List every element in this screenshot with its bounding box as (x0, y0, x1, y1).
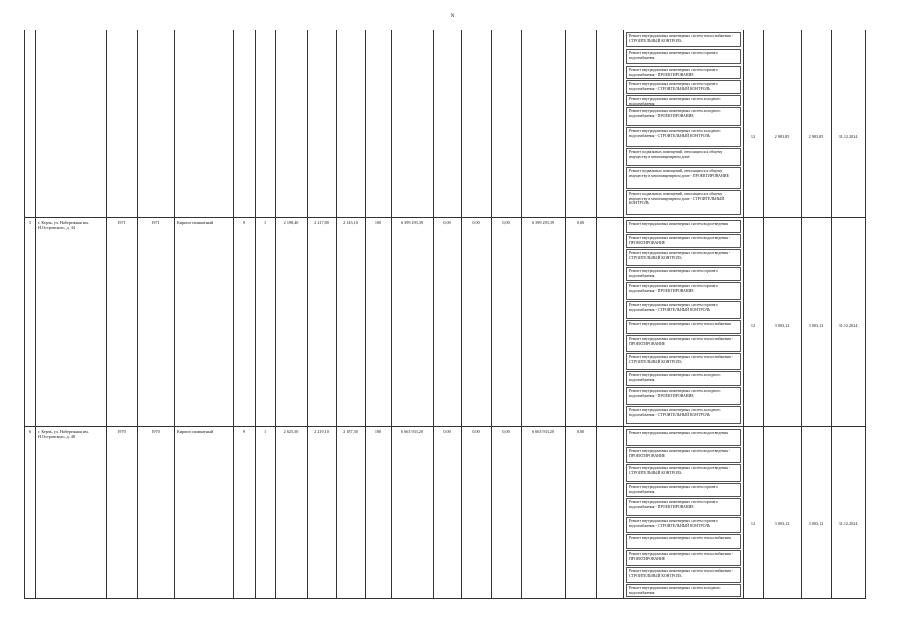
entrances-cell: 1 (263, 220, 267, 225)
months-cell: 12 (750, 323, 756, 328)
work-item: Ремонт подвальных помещений, относящихся к общему имуществу в многоквартирном доме - СТРОИТЕЛЬНЫЙ КОНТРОЛЬ (626, 190, 741, 215)
column-divider (35, 30, 36, 598)
cost-cell: 0,00 (472, 220, 480, 225)
cost-cell: 0,00 (443, 429, 451, 434)
repair-program-table (24, 30, 866, 599)
work-item: Ремонт внутридомовых инженерных систем холодного водоснабжения (626, 371, 741, 386)
cost-cell: 0,00 (443, 220, 451, 225)
residents-cell: 100 (374, 429, 382, 434)
work-item: Ремонт внутридомовых инженерных систем горячего водоснабжения (626, 49, 741, 64)
work-item: Ремонт внутридомовых инженерных систем теплоснабжения (626, 320, 741, 334)
wall-material-cell: Кирпич силикатный (177, 429, 214, 434)
max-cost-cell: 2 983,85 (808, 134, 824, 139)
column-divider (623, 30, 624, 598)
year-built-cell: 1971 (117, 220, 126, 225)
cost-cell: 0,00 (502, 429, 510, 434)
work-item: Ремонт внутридомовых инженерных систем водоотведения - СТРОИТЕЛЬНЫЙ КОНТРОЛЬ (626, 464, 741, 482)
work-item: Ремонт внутридомовых инженерных систем теплоснабжения - ПРОЕКТИРОВАНИЕ (626, 550, 741, 566)
cost-cell: 0,00 (576, 429, 585, 434)
work-item: Ремонт внутридомовых инженерных систем горячего водоснабжения - СТРОИТЕЛЬНЫЙ КОНТРОЛЬ (626, 80, 741, 94)
area-living-cell: 2 187,30 (343, 429, 358, 434)
cost-cell: 0,00 (502, 220, 510, 225)
area-residential-cell: 2 219,10 (314, 429, 329, 434)
column-divider (391, 30, 392, 598)
floors-cell: 9 (242, 429, 246, 434)
months-cell: 12 (750, 134, 756, 139)
work-item: Ремонт внутридомовых инженерных систем водоотведения - СТРОИТЕЛЬНЫЙ КОНТРОЛЬ (626, 249, 741, 266)
work-item: Ремонт внутридомовых инженерных систем водоотведения (626, 429, 741, 446)
column-divider (801, 30, 802, 598)
address-cell: г. Керчь, ул. Набережная им. Н.Островского, д. 48 (38, 429, 89, 439)
work-item: Ремонт внутридомовых инженерных систем горячего водоснабжения (626, 483, 741, 497)
work-item: Ремонт внутридомовых инженерных систем теплоснабжения - СТРОИТЕЛЬНЫЙ КОНТРОЛЬ (626, 353, 741, 370)
work-item: Ремонт внутридомовых инженерных систем холодного водоснабжения - СТРОИТЕЛЬНЫЙ КОНТРОЛЬ (626, 406, 741, 424)
column-divider (831, 30, 832, 598)
work-item: Ремонт внутридомовых инженерных систем водоотведения - ПРОЕКТИРОВАНИЕ (626, 234, 741, 248)
entrances-cell: 1 (263, 429, 267, 434)
area-total-cell: 2 625,30 (283, 429, 299, 434)
column-divider (307, 30, 308, 598)
year-commission-cell: 1971 (151, 220, 160, 225)
column-divider (521, 30, 522, 598)
column-divider (365, 30, 366, 598)
deadline-cell: 31.12.2024 (838, 134, 858, 139)
wall-material-cell: Кирпич силикатный (177, 220, 214, 225)
residents-cell: 100 (374, 220, 382, 225)
unit-cost-cell: 3 003,12 (774, 323, 790, 328)
column-divider (106, 30, 107, 598)
deadline-cell: 31.12.2024 (838, 323, 858, 328)
column-divider (461, 30, 462, 598)
column-divider (336, 30, 337, 598)
column-divider (174, 30, 175, 598)
cost-cell: 0,00 (472, 429, 480, 434)
work-item: Ремонт внутридомовых инженерных систем холодного водоснабжения - СТРОИТЕЛЬНЫЙ КОНТРОЛЬ (626, 127, 741, 147)
work-item: Ремонт внутридомовых инженерных систем водоотведения (626, 220, 741, 233)
column-divider (137, 30, 138, 598)
max-cost-cell: 3 003,12 (808, 521, 824, 526)
year-commission-cell: 1970 (151, 429, 160, 434)
work-item: Ремонт внутридомовых инженерных систем холодного водоснабжения - ПРОЕКТИРОВАНИЕ (626, 387, 741, 405)
area-living-cell: 2 143,10 (343, 220, 358, 225)
unit-cost-cell: 3 003,12 (774, 521, 790, 526)
work-item: Ремонт внутридомовых инженерных систем холодного водоснабжения (626, 95, 741, 106)
work-item: Ремонт внутридомовых инженерных систем горячего водоснабжения - ПРОЕКТИРОВАНИЕ (626, 282, 741, 300)
column-divider (433, 30, 434, 598)
max-cost-cell: 3 003,12 (808, 323, 824, 328)
work-item: Ремонт внутридомовых инженерных систем горячего водоснабжения (626, 267, 741, 281)
page-number: N (450, 14, 455, 19)
work-item: Ремонт внутридомовых инженерных систем горячего водоснабжения - ПРОЕКТИРОВАНИЕ (626, 66, 741, 79)
address-cell: г. Керчь, ул. Набережная им. Н.Островского, д. 44 (38, 220, 89, 230)
work-item: Ремонт внутридомовых инженерных систем горячего водоснабжения - СТРОИТЕЛЬНЫЙ КОНТРОЛЬ (626, 301, 741, 319)
work-item: Ремонт внутридомовых инженерных систем горячего водоснабжения - ПРОЕКТИРОВАНИЕ (626, 498, 741, 516)
year-built-cell: 1970 (117, 429, 126, 434)
row-separator (25, 426, 865, 427)
months-cell: 12 (750, 521, 756, 526)
work-item: Ремонт внутридомовых инженерных систем теплоснабжения - СТРОИТЕЛЬНЫЙ КОНТРОЛЬ (626, 32, 741, 47)
work-item: Ремонт внутридомовых инженерных систем горячего водоснабжения - СТРОИТЕЛЬНЫЙ КОНТРОЛЬ (626, 517, 741, 533)
work-item: Ремонт внутридомовых инженерных систем теплоснабжения (626, 534, 741, 549)
column-divider (565, 30, 566, 598)
row-number: 6 (28, 429, 32, 434)
floors-cell: 9 (242, 220, 246, 225)
area-residential-cell: 2 217,80 (314, 220, 329, 225)
work-item: Ремонт внутридомовых инженерных систем холодного водоснабжения (626, 584, 741, 597)
work-item: Ремонт внутридомовых инженерных систем теплоснабжения - ПРОЕКТИРОВАНИЕ (626, 335, 741, 352)
unit-cost-cell: 2 983,85 (774, 134, 790, 139)
work-item: Ремонт подвальных помещений, относящихся к общему имуществу в многоквартирном доме - ПРОЕКТИРОВАНИЕ (626, 167, 741, 189)
row-number: 5 (28, 220, 32, 225)
column-divider (763, 30, 764, 598)
column-divider (491, 30, 492, 598)
column-divider (275, 30, 276, 598)
cost-cell: 0,00 (576, 220, 585, 225)
cost-owners-cell: 6 663 933,20 (532, 429, 554, 434)
work-item: Ремонт внутридомовых инженерных систем теплоснабжения - СТРОИТЕЛЬНЫЙ КОНТРОЛЬ (626, 567, 741, 583)
row-separator (25, 217, 865, 218)
column-divider (743, 30, 744, 598)
deadline-cell: 31.12.2024 (838, 521, 858, 526)
cost-owners-cell: 6 399 293,39 (532, 220, 554, 225)
work-item: Ремонт подвальных помещений, относящихся к общему имуществу в многоквартирном доме (626, 148, 741, 166)
area-total-cell: 2 198,40 (283, 220, 299, 225)
cost-total-cell: 6 663 933,20 (401, 429, 423, 434)
work-item: Ремонт внутридомовых инженерных систем водоотведения - ПРОЕКТИРОВАНИЕ (626, 447, 741, 463)
column-divider (255, 30, 256, 598)
work-item: Ремонт внутридомовых инженерных систем холодного водоснабжения - ПРОЕКТИРОВАНИЕ (626, 107, 741, 126)
cost-total-cell: 6 399 293,39 (401, 220, 423, 225)
column-divider (233, 30, 234, 598)
column-divider (596, 30, 597, 598)
